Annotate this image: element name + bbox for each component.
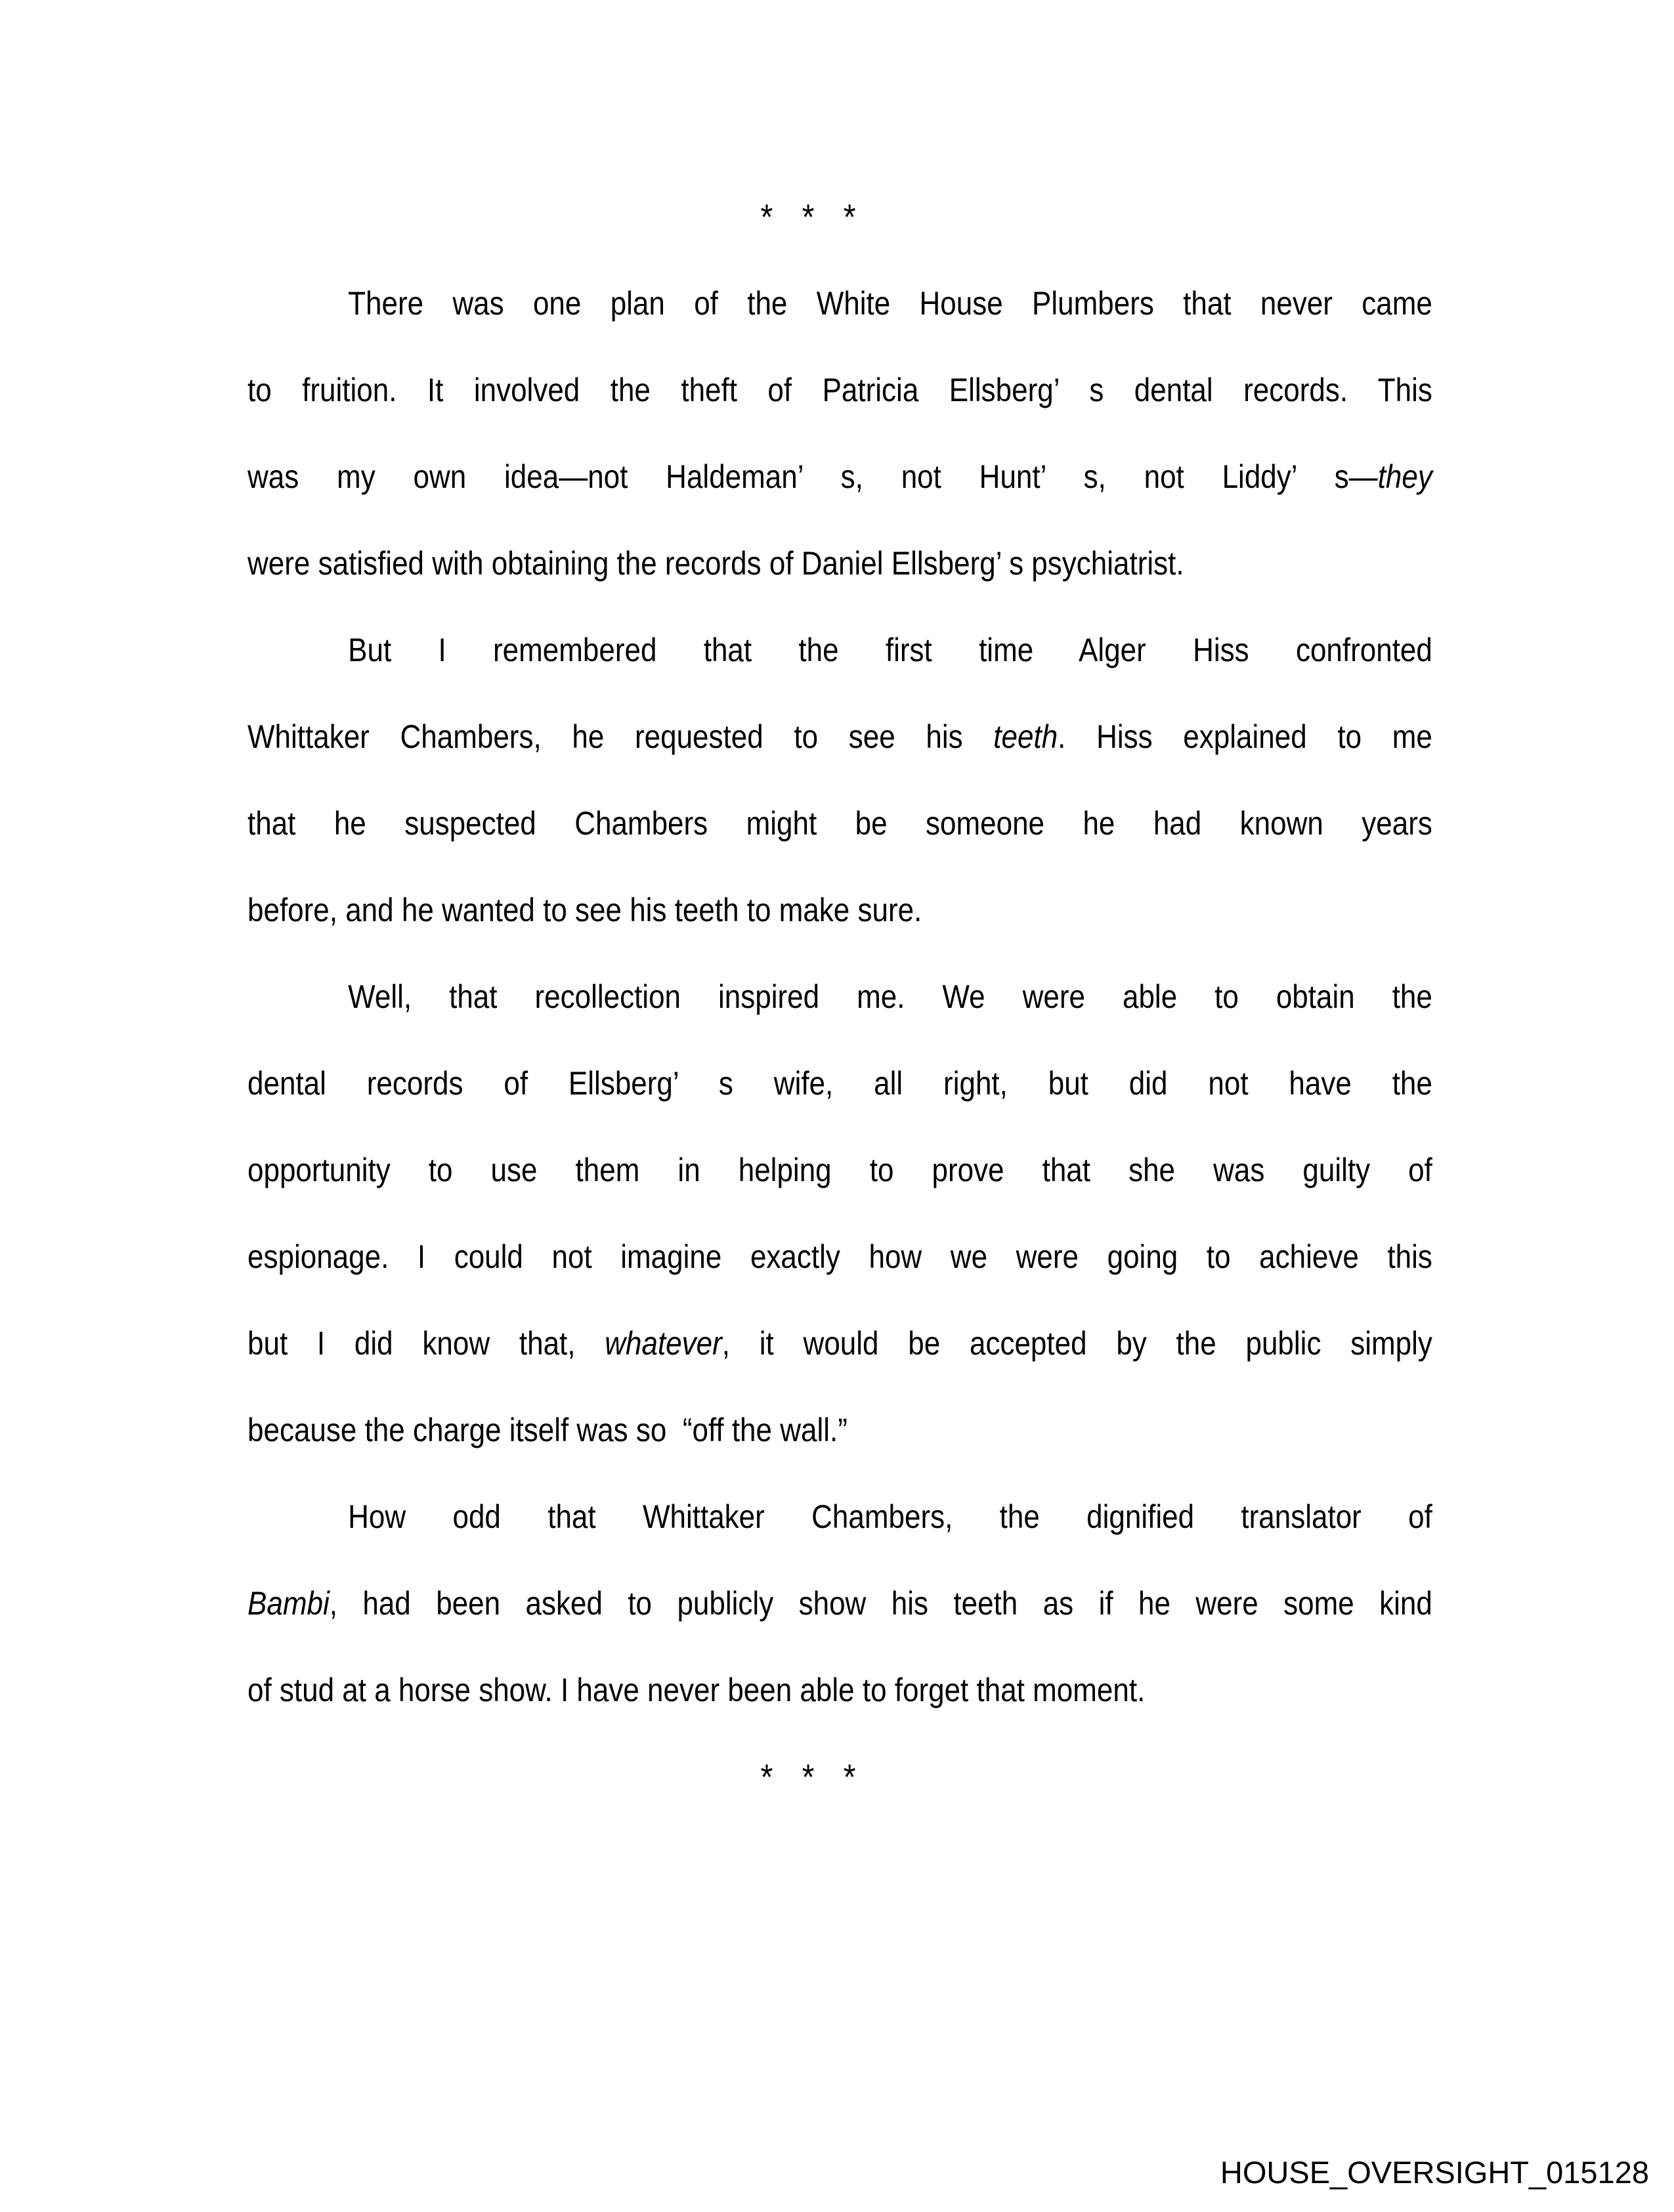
section-separator: * * * xyxy=(760,196,856,237)
text-segment: But I remembered that the first time Alger Hiss confronted xyxy=(348,632,1432,668)
text-segment: espionage. I could not imagine exactly how we were going to achieve this xyxy=(247,1238,1432,1275)
text-segment: opportunity to use them in helping to prove that she was guilty of xyxy=(247,1152,1432,1188)
text-line xyxy=(247,520,1432,607)
italic-text: Bambi xyxy=(247,1585,330,1622)
text-segment: . Hiss explained to me xyxy=(1058,718,1432,755)
text-segment: but I did know that, xyxy=(247,1325,605,1362)
text-line xyxy=(247,607,1432,693)
text-segment: before, and he wanted to see his teeth to make sure. xyxy=(247,892,922,928)
text-segment: How odd that Whittaker Chambers, the dignified translator of xyxy=(348,1498,1432,1535)
text-segment: because the charge itself was so “off the wall.” xyxy=(247,1412,848,1448)
document-body xyxy=(247,173,1432,1820)
text-segment: , it would be accepted by the public simply xyxy=(721,1325,1432,1362)
text-segment: , had been asked to publicly show his teeth as if he were some kind xyxy=(329,1585,1432,1622)
text-line xyxy=(247,347,1432,433)
text-segment: to fruition. It involved the theft of Patricia Ellsberg’ s dental records. This xyxy=(247,372,1432,408)
text-segment: of stud at a horse show. I have never been able to forget that moment. xyxy=(247,1672,1146,1708)
text-line xyxy=(247,1387,1432,1473)
text-line xyxy=(247,693,1432,780)
section-separator: * * * xyxy=(760,1756,856,1797)
text-line xyxy=(247,1300,1432,1387)
text-line xyxy=(247,1213,1432,1300)
text-line xyxy=(247,1127,1432,1213)
text-line xyxy=(247,780,1432,867)
text-line xyxy=(247,1473,1432,1560)
text-line xyxy=(247,1040,1432,1127)
italic-text: teeth xyxy=(993,718,1058,755)
text-segment: Whittaker Chambers, he requested to see his xyxy=(247,718,994,755)
text-segment: that he suspected Chambers might be someone he had known years xyxy=(247,805,1432,842)
text-segment: dental records of Ellsberg’ s wife, all right, but did not have the xyxy=(247,1065,1432,1102)
text-line xyxy=(247,867,1432,953)
text-segment: Well, that recollection inspired me. We were able to obtain the xyxy=(348,978,1432,1015)
italic-text: they xyxy=(1377,458,1432,495)
text-segment: There was one plan of the White House Plumbers that never came xyxy=(348,285,1432,322)
text-line xyxy=(247,1647,1432,1733)
text-line xyxy=(247,433,1432,520)
italic-text: whatever xyxy=(605,1325,722,1362)
text-segment: were satisfied with obtaining the records of Daniel Ellsberg’ s psychiatrist. xyxy=(247,545,1184,582)
text-line xyxy=(247,953,1432,1040)
bates-number: HOUSE_OVERSIGHT_015128 xyxy=(1220,2155,1649,2190)
text-line xyxy=(247,1560,1432,1647)
text-line xyxy=(247,260,1432,347)
text-segment: was my own idea—not Haldeman’ s, not Hunt’ s, not Liddy’ s— xyxy=(247,458,1378,495)
